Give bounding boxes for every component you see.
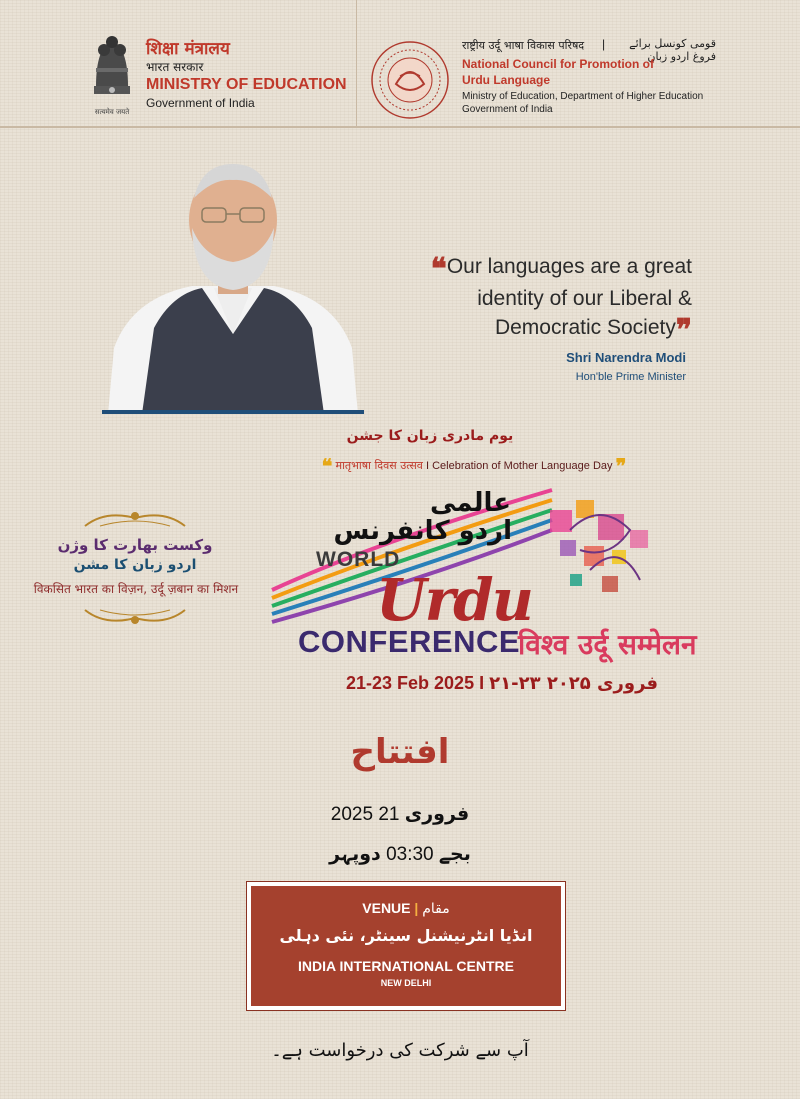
vision-urdu-line2: اردو زبان کا مشن xyxy=(73,557,197,573)
conference-hindi-title: विश्व उर्दू सम्मेलन xyxy=(518,628,697,661)
ncpul-separator: | xyxy=(602,37,606,51)
ministry-hindi-subtitle: भारत सरकार xyxy=(146,60,204,74)
quote-line-3: Democratic Society xyxy=(494,316,676,339)
header-vertical-divider xyxy=(356,0,357,126)
ornament-top-icon xyxy=(80,508,190,532)
inauguration-time-prefix: دوپہر xyxy=(329,843,381,865)
conference-date-english: 21-23 Feb 2025 xyxy=(346,673,475,693)
inauguration-title: افتتاح xyxy=(350,732,450,772)
ornament-bottom-icon xyxy=(80,604,190,628)
conference-word: CONFERENCE xyxy=(298,624,521,659)
pm-quote xyxy=(380,252,692,348)
ncpul-department-line2: Government of India xyxy=(462,104,553,115)
national-emblem-icon xyxy=(86,28,138,114)
quote-open-mark: ❝ xyxy=(430,252,447,287)
ministry-english-title: MINISTRY OF EDUCATION xyxy=(146,76,347,93)
vision-hindi-line: विकसित भारत का विज़न, उर्दू ज़बान का मिशन xyxy=(33,582,239,596)
inauguration-time-value: 03:30 xyxy=(386,844,434,865)
conference-urdu-title: اردو کانفرنس xyxy=(333,516,512,546)
celebration-open-mark: ❝ xyxy=(321,454,333,478)
ncpul-department xyxy=(462,90,762,116)
venue-label-urdu: مقام xyxy=(422,901,450,917)
conference-aalmi: عالمی xyxy=(430,488,512,518)
inauguration-date-day: 21 xyxy=(378,804,400,825)
venue-name-urdu: انڈیا انٹرنیشنل سینٹر، نئی دہلی xyxy=(279,926,533,945)
invitation-text: آپ سے شرکت کی درخواست ہے۔ xyxy=(271,1040,529,1061)
celebration-english: Celebration of Mother Language Day xyxy=(432,460,613,472)
ncpul-seal-icon xyxy=(370,40,450,120)
conference-date-separator: I xyxy=(479,673,485,693)
ncpul-english-name: National Council for Promotion of Urdu Language xyxy=(462,57,654,87)
celebration-urdu-title: یوم مادری زبان کا جشن xyxy=(346,428,514,444)
venue-label xyxy=(251,900,561,917)
portrait-photo xyxy=(102,158,364,414)
conference-date-urdu: ۲۱-۲۳ فروری ۲۰۲۵ xyxy=(489,673,659,694)
ncpul-department-line1: Ministry of Education, Department of Higher Education xyxy=(462,91,704,102)
inauguration-date-year: 2025 xyxy=(330,804,374,825)
calligraphy-mosaic-icon xyxy=(540,490,670,610)
conference-dates xyxy=(346,673,658,694)
celebration-separator: I xyxy=(425,460,430,472)
ncpul-hindi-name: राष्ट्रीय उर्दू भाषा विकास परिषद xyxy=(462,39,585,52)
conference-urdu-word: Urdu xyxy=(376,566,532,634)
vision-urdu-line1: وکست بھارت کا وژن xyxy=(57,536,213,554)
venue-city: NEW DELHI xyxy=(380,978,432,988)
inauguration-time-suffix: بجے xyxy=(438,843,471,865)
ncpul-urdu-name: قومی کونسل برائے فروغ اردو زبان xyxy=(629,37,716,63)
quote-line-2: identity of our Liberal & xyxy=(477,287,692,310)
venue-name-english: INDIA INTERNATIONAL CENTRE xyxy=(298,958,514,974)
header-divider xyxy=(0,126,800,128)
ministry-hindi-title: शिक्षा मंत्रालय xyxy=(146,39,230,59)
celebration-close-mark: ❞ xyxy=(615,454,627,478)
emblem-motto: सत्यमेव जयते xyxy=(94,108,130,116)
celebration-hindi: मातृभाषा दिवस उत्सव xyxy=(335,459,423,472)
venue-box xyxy=(247,882,565,1010)
celebration-line xyxy=(268,454,680,478)
quote-close-mark: ❞ xyxy=(675,313,692,348)
quote-speaker-role: Hon'ble Prime Minister xyxy=(575,371,686,383)
quote-speaker: Shri Narendra Modi xyxy=(566,350,686,365)
quote-line-1: Our languages are a great xyxy=(446,255,692,278)
inauguration-date-month: فروری xyxy=(404,803,470,825)
inauguration-date xyxy=(300,803,500,826)
venue-label-separator: | xyxy=(414,900,419,916)
inauguration-time xyxy=(300,843,500,866)
ministry-government: Government of India xyxy=(146,96,255,110)
conference-world: WORLD xyxy=(316,548,401,571)
venue-label-english: VENUE xyxy=(362,900,411,916)
